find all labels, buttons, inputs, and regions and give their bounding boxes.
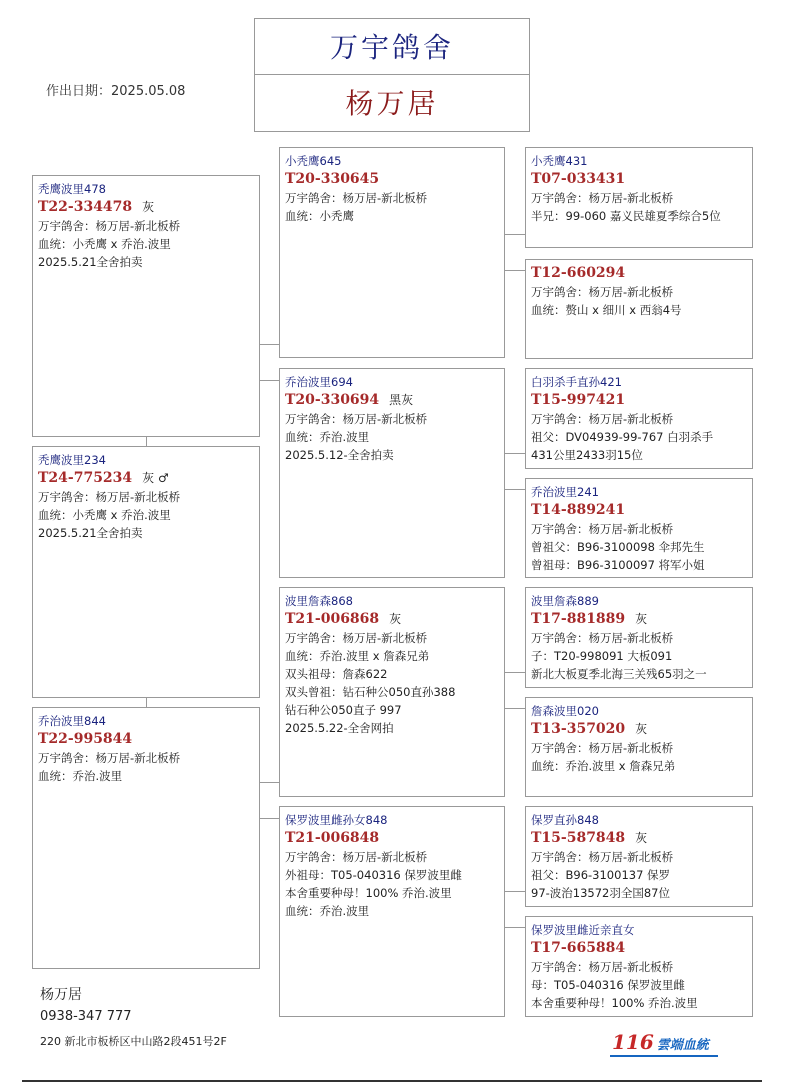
date-label: 作出日期： — [46, 84, 112, 99]
info-line: 半兄：99-060 嘉义民雄夏季综合5位 — [531, 209, 721, 223]
info-line: 双头曾祖：钻石种公050直孙388 — [285, 685, 456, 699]
pigeon-name: 保罗波里雌孙女848 — [285, 813, 388, 827]
dam-card — [32, 707, 260, 969]
info-line: 万宇鸽舍：杨万居-新北板桥 — [38, 490, 181, 504]
date-line — [46, 80, 185, 99]
info-line: 万宇鸽舍：杨万居-新北板桥 — [531, 631, 674, 645]
owner-title: 杨万居 — [254, 74, 530, 132]
pigeon-name: 小秃鹰645 — [285, 154, 342, 168]
connector — [505, 234, 525, 235]
info-line: 新北大板夏季北海三关残65羽之一 — [531, 667, 707, 681]
sire-dam-card — [279, 368, 505, 578]
info-line: 2025.5.21全舍拍卖 — [38, 255, 143, 269]
ring-number: T15-587848 灰 — [531, 830, 648, 846]
connector — [146, 698, 147, 707]
info-line: 血统：小秃鹰 — [285, 209, 354, 223]
info-line: 431公里2433羽15位 — [531, 448, 643, 462]
info-line: 本舍重要种母！100% 乔治.波里 — [531, 996, 698, 1010]
info-line: 母：T05-040316 保罗波里雌 — [531, 978, 685, 992]
loft-title: 万宇鸽舍 — [254, 18, 530, 75]
info-line: 本舍重要种母！100% 乔治.波里 — [285, 886, 452, 900]
ring-number: T15-997421 — [531, 392, 626, 408]
subject-card — [32, 446, 260, 698]
ring-number: T21-006868 灰 — [285, 611, 402, 627]
sire-card — [32, 175, 260, 437]
ring-number: T07-033431 — [531, 171, 626, 187]
info-line: 万宇鸽舍：杨万居-新北板桥 — [531, 285, 674, 299]
connector — [505, 708, 525, 709]
logo-underline — [610, 1055, 718, 1057]
info-line: 万宇鸽舍：杨万居-新北板桥 — [38, 751, 181, 765]
info-line: 万宇鸽舍：杨万居-新北板桥 — [285, 412, 428, 426]
connector — [146, 437, 147, 446]
info-line: 钻石种公050直子 997 — [285, 703, 402, 717]
logo-number: 116 — [612, 1030, 654, 1054]
dds-card — [525, 806, 753, 907]
ring-number: T20-330645 — [285, 171, 380, 187]
info-line: 子：T20-998091 大板091 — [531, 649, 673, 663]
feather-color: 灰 — [389, 612, 402, 626]
connector — [260, 818, 280, 819]
pigeon-name: 乔治波里844 — [38, 714, 106, 728]
connector — [505, 891, 525, 892]
feather-color: 灰 — [635, 612, 648, 626]
info-line: 血统：乔治.波里 — [285, 430, 370, 444]
info-line: 万宇鸽舍：杨万居-新北板桥 — [531, 850, 674, 864]
ddd-card — [525, 916, 753, 1017]
pigeon-name: 波里詹森889 — [531, 594, 599, 608]
feather-color: 灰 — [142, 200, 155, 214]
pigeon-name: 小秃鹰431 — [531, 154, 588, 168]
footer-phone: 0938-347 777 — [40, 1009, 132, 1024]
connector — [505, 453, 525, 454]
info-line: 2025.5.21全舍拍卖 — [38, 526, 143, 540]
info-line: 万宇鸽舍：杨万居-新北板桥 — [531, 522, 674, 536]
info-line: 万宇鸽舍：杨万居-新北板桥 — [531, 412, 674, 426]
sds-card — [525, 368, 753, 469]
dsd-card — [525, 697, 753, 797]
pigeon-name: 乔治波里694 — [285, 375, 353, 389]
connector — [505, 927, 525, 928]
info-line: 万宇鸽舍：杨万居-新北板桥 — [285, 631, 428, 645]
pigeon-name: 保罗波里雌近亲直女 — [531, 923, 635, 937]
info-line: 祖父：B96-3100137 保罗 — [531, 868, 671, 882]
info-line: 血统：乔治.波里 — [38, 769, 123, 783]
connector — [505, 270, 525, 271]
footer-divider — [22, 1080, 762, 1082]
ring-number: T13-357020 灰 — [531, 721, 648, 737]
connector — [505, 489, 525, 490]
feather-color: 灰 ♂ — [142, 471, 169, 485]
connector — [260, 380, 280, 381]
footer-address: 220 新北市板桥区中山路2段451号2F — [40, 1035, 227, 1048]
info-line: 血统：乔治.波里 — [285, 904, 370, 918]
info-line: 血统：小秃鹰 x 乔治.波里 — [38, 508, 171, 522]
info-line: 万宇鸽舍：杨万居-新北板桥 — [531, 960, 674, 974]
feather-color: 灰 — [635, 722, 648, 736]
dam-sire-card — [279, 587, 505, 797]
info-line: 外祖母：T05-040316 保罗波里雌 — [285, 868, 462, 882]
pigeon-name: 乔治波里241 — [531, 485, 599, 499]
connector — [260, 782, 280, 783]
info-line: 血统：乔治.波里 x 詹森兄弟 — [531, 759, 676, 773]
sdd-card — [525, 478, 753, 578]
ring-number: T17-665884 — [531, 940, 626, 956]
info-line: 万宇鸽舍：杨万居-新北板桥 — [38, 219, 181, 233]
info-line: 万宇鸽舍：杨万居-新北板桥 — [285, 191, 428, 205]
ring-number: T20-330694 黑灰 — [285, 392, 414, 408]
info-line: 97-波治13572羽全国87位 — [531, 886, 670, 900]
info-line: 血统：小秃鹰 x 乔治.波里 — [38, 237, 171, 251]
footer-owner: 杨万居 — [40, 987, 82, 1003]
ssd-card — [525, 259, 753, 359]
info-line: 血统：乔治.波里 x 詹森兄弟 — [285, 649, 430, 663]
pigeon-name: 波里詹森868 — [285, 594, 353, 608]
pigeon-name: 保罗直孙848 — [531, 813, 599, 827]
info-line: 双头祖母：詹森622 — [285, 667, 388, 681]
connector — [505, 672, 525, 673]
info-line: 血统：赘山 x 细川 x 西翁4号 — [531, 303, 682, 317]
info-line: 万宇鸽舍：杨万居-新北板桥 — [531, 741, 674, 755]
sss-card — [525, 147, 753, 248]
pigeon-name: 秃鹰波里234 — [38, 453, 106, 467]
feather-color: 灰 — [635, 831, 648, 845]
pigeon-name: 白羽杀手直孙421 — [531, 375, 622, 389]
info-line: 万宇鸽舍：杨万居-新北板桥 — [531, 191, 674, 205]
pigeon-name: 詹森波里020 — [531, 704, 599, 718]
logo-text: 雲端血統 — [656, 1038, 709, 1053]
ring-number: T12-660294 — [531, 265, 626, 281]
info-line: 万宇鸽舍：杨万居-新北板桥 — [285, 850, 428, 864]
ring-number: T17-881889 灰 — [531, 611, 648, 627]
info-line: 曾祖母：B96-3100097 将军小姐 — [531, 558, 705, 572]
info-line: 祖父：DV04939-99-767 白羽杀手 — [531, 430, 714, 444]
info-line: 2025.5.22-全舍网拍 — [285, 721, 394, 735]
dss-card — [525, 587, 753, 688]
sire-sire-card — [279, 147, 505, 358]
ring-number: T22-334478 灰 — [38, 199, 155, 215]
pigeon-name: 秃鹰波里478 — [38, 182, 106, 196]
cloud-pedigree-logo — [612, 1030, 709, 1054]
ring-number: T14-889241 — [531, 502, 626, 518]
ring-number: T24-775234 灰 ♂ — [38, 470, 169, 486]
info-line: 2025.5.12-全舍拍卖 — [285, 448, 394, 462]
ring-number: T21-006848 — [285, 830, 380, 846]
date-value: 2025.05.08 — [111, 84, 186, 99]
connector — [260, 344, 280, 345]
ring-number: T22-995844 — [38, 731, 133, 747]
info-line: 曾祖父：B96-3100098 伞邦先生 — [531, 540, 705, 554]
feather-color: 黑灰 — [389, 393, 414, 407]
dam-dam-card — [279, 806, 505, 1017]
